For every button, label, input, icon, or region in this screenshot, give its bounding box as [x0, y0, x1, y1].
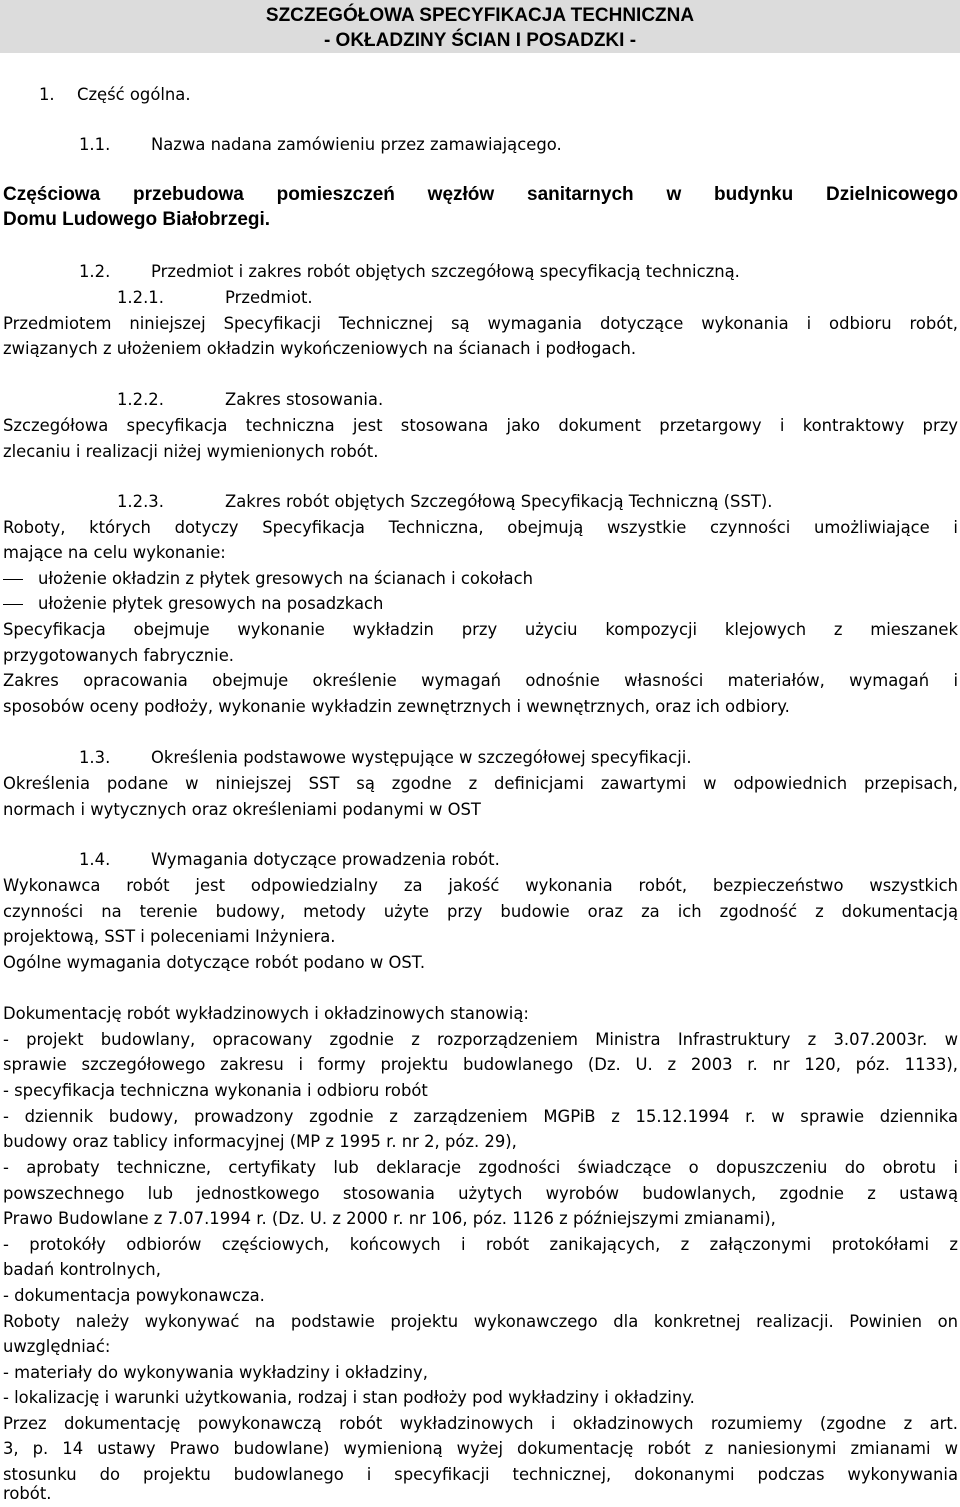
header-subtitle: - OKŁADZINY ŚCIAN I POSADZKI - [323, 30, 637, 51]
section-title: Przedmiot. [225, 288, 313, 307]
paragraph-line: Roboty należy wykonywać na podstawie projektu wykonawczego dla konkretnej realizacji. Powinien on [3, 1312, 958, 1331]
section-number: 1.2.1. [117, 288, 164, 307]
document-header [0, 0, 960, 53]
section-title: Określenia podstawowe występujące w szczegółowej specyfikacji. [151, 748, 692, 767]
section-title: Przedmiot i zakres robót objętych szczegółową specyfikacją techniczną. [151, 262, 740, 281]
paragraph-line: 3, p. 14 ustawy Prawo budowlane) wymienioną wyżej dokumentację robót z naniesionymi zmianami w [3, 1439, 958, 1458]
header-title: SZCZEGÓŁOWA SPECYFIKACJA TECHNICZNA [265, 5, 695, 26]
paragraph-line: Roboty, których dotyczy Specyfikacja Techniczna, obejmują wszystkie czynności umożliwiające i [3, 518, 958, 537]
section-number: 1.2.2. [117, 390, 164, 409]
paragraph-line: Przez dokumentację powykonawczą robót wykładzinowych i okładzinowych rozumiemy (zgodne z art. [3, 1414, 958, 1433]
section-number: 1.3. [79, 748, 111, 767]
paragraph-line: stosunku do projektu budowlanego i specyfikacji technicznej, dokonanymi podczas wykonywania [3, 1465, 958, 1484]
paragraph-line: - lokalizację i warunki użytkowania, rodzaj i stan podłoży pod wykładziny i okładziny. [3, 1388, 695, 1407]
paragraph-line: Wykonawca robót jest odpowiedzialny za jakość wykonania robót, bezpieczeństwo wszystkich [3, 876, 958, 895]
paragraph-line: czynności na terenie budowy, metody użyte przy budowie oraz za ich zgodność z dokumentacją [3, 902, 958, 921]
project-name-line-2: Domu Ludowego Białobrzegi. [3, 209, 271, 230]
paragraph-line: Szczegółowa specyfikacja techniczna jest stosowana jako dokument przetargowy i kontraktowy przy [3, 416, 958, 435]
paragraph-line: - protokóły odbiorów częściowych, końcowych i robót zanikających, z załączonymi protokółami z [3, 1235, 958, 1254]
paragraph-line: robót. [3, 1484, 52, 1503]
section-title: Zakres stosowania. [225, 390, 384, 409]
paragraph-line: sposobów oceny podłoży, wykonanie wykładzin zewnętrznych i wewnętrznych, oraz ich odbiory. [3, 697, 790, 716]
bullet-item: ułożenie płytek gresowych na posadzkach [38, 594, 384, 613]
bullet-item: ułożenie okładzin z płytek gresowych na ścianach i cokołach [38, 569, 533, 588]
paragraph-line: uwzględniać: [3, 1337, 111, 1356]
section-title: Wymagania dotyczące prowadzenia robót. [151, 850, 500, 869]
bullet-dash [3, 579, 23, 580]
paragraph-line: powszechnego lub jednostkowego stosowania użytych wyrobów budowlanych, zgodnie z ustawą [3, 1184, 958, 1203]
paragraph-line: Ogólne wymagania dotyczące robót podano w OST. [3, 953, 426, 972]
section-number: 1.1. [79, 135, 111, 154]
paragraph-line: przygotowanych fabrycznie. [3, 646, 234, 665]
paragraph-line: sprawie szczegółowego zakresu i formy projektu budowlanego (Dz. U. z 2003 r. nr 120, póz. 1133), [3, 1055, 958, 1074]
paragraph-line: Określenia podane w niniejszej SST są zgodne z definicjami zawartymi w odpowiednich przepisach, [3, 774, 958, 793]
paragraph-line: Zakres opracowania obejmuje określenie wymagań odnośnie własności materiałów, wymagań i [3, 671, 958, 690]
paragraph-line: Prawo Budowlane z 7.07.1994 r. (Dz. U. z 2000 r. nr 106, póz. 1126 z późniejszymi zmianami), [3, 1209, 776, 1228]
section-number: 1.4. [79, 850, 111, 869]
paragraph-line: budowy oraz tablicy informacyjnej (MP z 1995 r. nr 2, póz. 29), [3, 1132, 517, 1151]
paragraph-line: - dziennik budowy, prowadzony zgodnie z zarządzeniem MGPiB z 15.12.1994 r. w sprawie dziennika [3, 1107, 958, 1126]
paragraph-line: - materiały do wykonywania wykładziny i okładziny, [3, 1363, 428, 1382]
section-number: 1.2.3. [117, 492, 164, 511]
section-number: 1. [39, 85, 55, 104]
section-title: Zakres robót objętych Szczegółową Specyfikacją Techniczną (SST). [225, 492, 773, 511]
paragraph-line: Specyfikacja obejmuje wykonanie wykładzin przy użyciu kompozycji klejowych z mieszanek [3, 620, 958, 639]
bullet-dash [3, 604, 23, 605]
section-number: 1.2. [79, 262, 111, 281]
paragraph-line: - aprobaty techniczne, certyfikaty lub deklaracje zgodności świadczące o dopuszczeniu do obrotu i [3, 1158, 958, 1177]
paragraph-line: badań kontrolnych, [3, 1260, 161, 1279]
project-name-line-1: Częściowa przebudowa pomieszczeń węzłów sanitarnych w budynku Dzielnicowego [3, 184, 958, 205]
paragraph-line: Przedmiotem niniejszej Specyfikacji Technicznej są wymagania dotyczące wykonania i odbioru robót, [3, 314, 958, 333]
section-title: Nazwa nadana zamówieniu przez zamawiającego. [151, 135, 562, 154]
paragraph-line: - dokumentacja powykonawcza. [3, 1286, 265, 1305]
paragraph-line: - specyfikacja techniczna wykonania i odbioru robót [3, 1081, 428, 1100]
paragraph-line: Dokumentację robót wykładzinowych i okładzinowych stanowią: [3, 1004, 529, 1023]
paragraph-line: - projekt budowlany, opracowany zgodnie z rozporządzeniem Ministra Infrastruktury z 3.07.2003r. w [3, 1030, 958, 1049]
paragraph-line: normach i wytycznych oraz określeniami podanymi w OST [3, 800, 481, 819]
paragraph-line: projektową, SST i poleceniami Inżyniera. [3, 927, 336, 946]
paragraph-line: zlecaniu i realizacji niżej wymienionych robót. [3, 442, 379, 461]
paragraph-line: mające na celu wykonanie: [3, 543, 226, 562]
section-title: Część ogólna. [77, 85, 191, 104]
paragraph-line: związanych z ułożeniem okładzin wykończeniowych na ścianach i podłogach. [3, 339, 637, 358]
